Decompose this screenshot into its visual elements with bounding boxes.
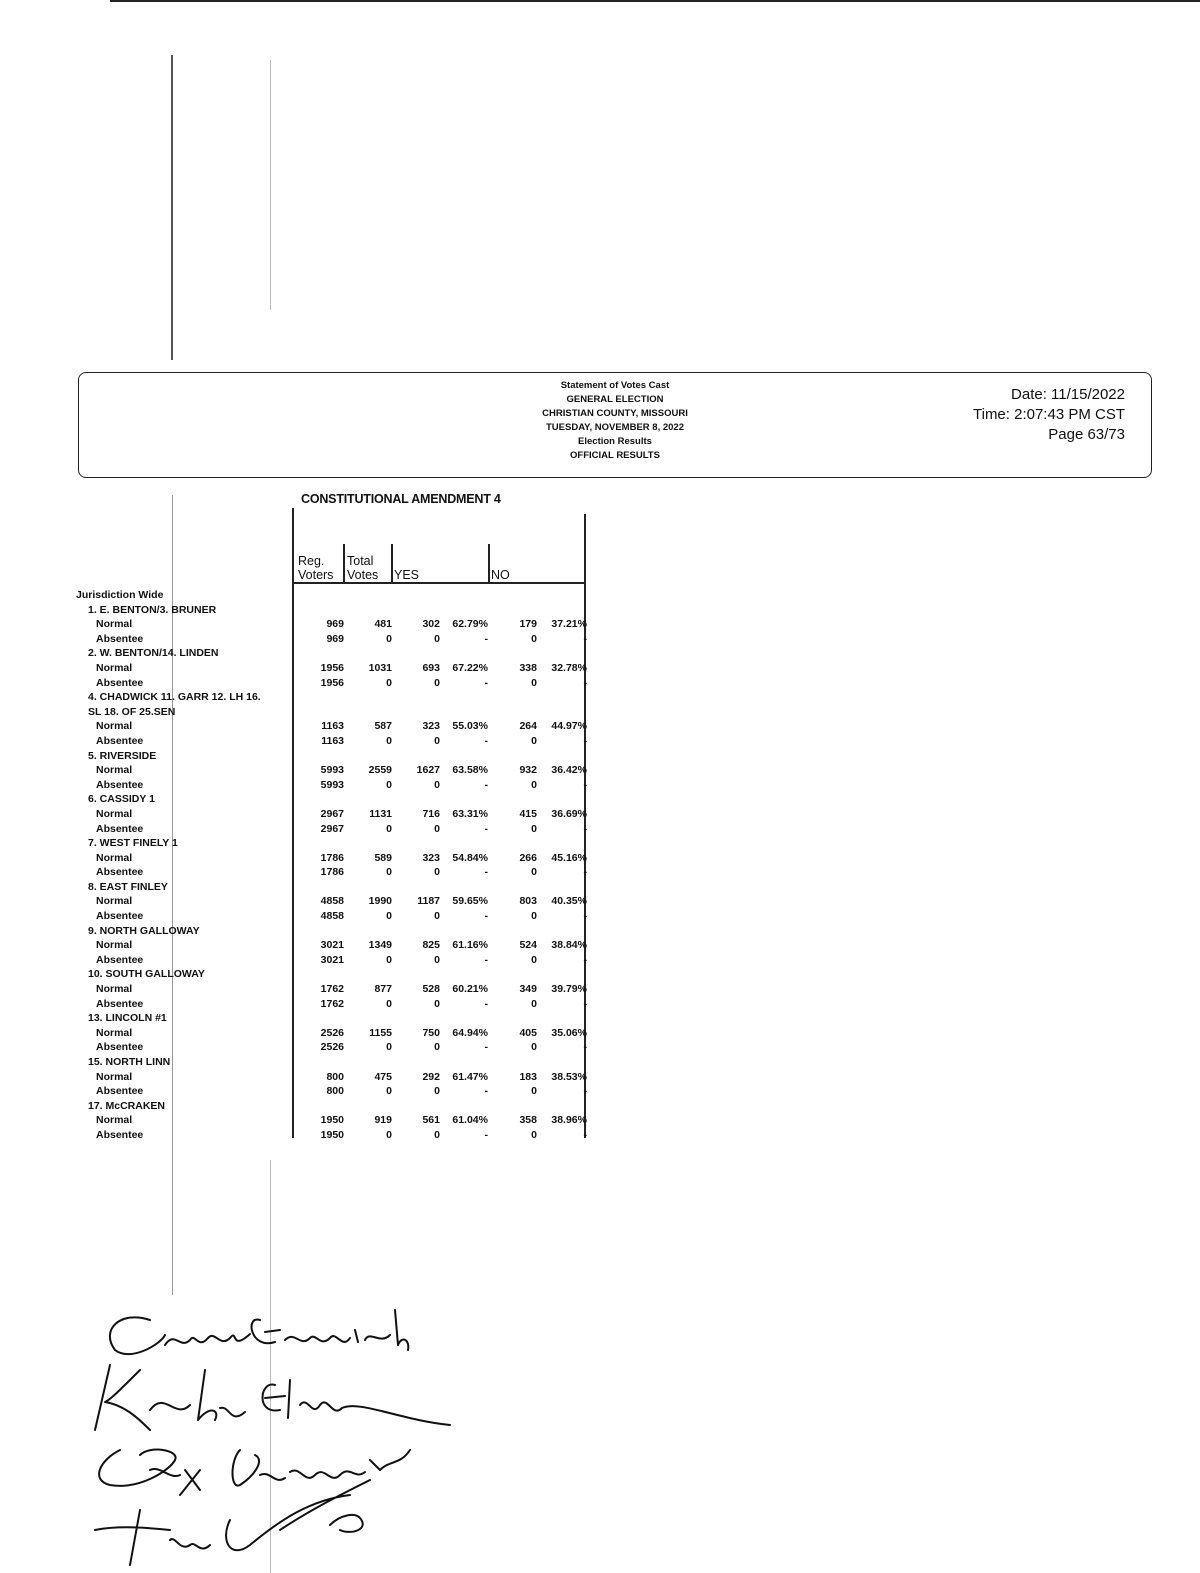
yes-percent-cell: - <box>484 1128 488 1141</box>
yes-percent-cell: 59.65% <box>452 895 488 908</box>
yes-percent-cell: 61.47% <box>452 1070 488 1083</box>
total-votes-cell: 1349 <box>368 939 392 952</box>
yes-votes-cell: 561 <box>422 1114 440 1127</box>
official-results-label: OFFICIAL RESULTS <box>570 450 660 461</box>
yes-votes-cell: 825 <box>422 939 440 952</box>
yes-percent-cell: - <box>484 997 488 1010</box>
table-row <box>74 1040 590 1055</box>
yes-votes-cell: 0 <box>434 997 440 1010</box>
yes-votes-cell: 0 <box>434 953 440 966</box>
no-votes-cell: 0 <box>531 778 537 791</box>
table-row <box>74 1113 590 1128</box>
reg-voters-cell: 1786 <box>320 851 344 864</box>
yes-votes-cell: 0 <box>434 1128 440 1141</box>
no-percent-cell: 35.06% <box>551 1026 587 1039</box>
yes-percent-cell: - <box>484 632 488 645</box>
no-percent-cell: - <box>583 676 587 689</box>
table-row <box>74 1084 590 1099</box>
total-votes-cell: 0 <box>386 1085 392 1098</box>
yes-percent-cell: - <box>484 778 488 791</box>
no-percent-cell: - <box>583 734 587 747</box>
table-body <box>74 588 590 1143</box>
yes-percent-cell: 64.94% <box>452 1026 488 1039</box>
no-votes-cell: 932 <box>519 764 537 777</box>
vote-type-label: Normal <box>96 1026 133 1039</box>
vote-type-label: Absentee <box>96 997 144 1010</box>
total-votes-cell: 0 <box>386 778 392 791</box>
report-title-line: Statement of Votes Cast <box>560 380 670 391</box>
yes-votes-cell: 1187 <box>417 895 440 908</box>
reg-voters-cell: 1950 <box>320 1128 344 1141</box>
no-percent-cell: 32.78% <box>551 661 587 674</box>
yes-percent-cell: 67.22% <box>452 661 488 674</box>
total-votes-cell: 0 <box>386 866 392 879</box>
vote-type-label: Normal <box>96 720 133 733</box>
yes-votes-cell: 0 <box>434 778 440 791</box>
reg-voters-cell: 4858 <box>320 910 344 923</box>
yes-votes-cell: 0 <box>434 1041 440 1054</box>
table-row <box>74 763 590 778</box>
yes-percent-cell: - <box>484 953 488 966</box>
total-votes-cell: 0 <box>386 910 392 923</box>
total-votes-cell: 1031 <box>368 661 392 674</box>
reg-voters-cell: 1956 <box>320 661 344 674</box>
no-percent-cell: 38.53% <box>551 1070 587 1083</box>
no-percent-cell: 39.79% <box>551 983 587 996</box>
precinct-name: 13. LINCOLN #1 <box>88 1012 167 1025</box>
reg-voters-cell: 5993 <box>320 764 344 777</box>
yes-votes-cell: 1627 <box>416 764 440 777</box>
reg-voters-cell: 800 <box>326 1070 344 1083</box>
vote-type-label: Absentee <box>96 1041 144 1054</box>
table-row <box>74 778 590 793</box>
table-row <box>74 676 590 691</box>
precinct-row <box>74 603 590 618</box>
precinct-name: SL 18. OF 25.SEN <box>88 705 176 718</box>
reg-voters-cell: 3021 <box>320 953 344 966</box>
vote-type-label: Normal <box>96 983 133 996</box>
signature-2 <box>95 1365 450 1430</box>
jurisdiction-label: Jurisdiction Wide <box>76 589 164 601</box>
yes-votes-cell: 0 <box>434 866 440 879</box>
table-row <box>74 807 590 822</box>
vote-type-label: Absentee <box>96 866 144 879</box>
report-time: Time: 2:07:43 PM CST <box>973 406 1125 423</box>
scan-top-edge <box>110 0 1200 2</box>
precinct-row <box>74 705 590 720</box>
reg-voters-cell: 1762 <box>320 983 344 996</box>
reg-voters-cell: 1786 <box>320 866 344 879</box>
table-row <box>74 1128 590 1143</box>
precinct-row <box>74 1099 590 1114</box>
yes-votes-cell: 0 <box>434 632 440 645</box>
no-votes-cell: 0 <box>531 676 537 689</box>
table-row <box>74 617 590 632</box>
no-percent-cell: - <box>583 866 587 879</box>
col-divider-no <box>488 544 490 584</box>
no-votes-cell: 0 <box>531 1085 537 1098</box>
total-votes-cell: 0 <box>386 953 392 966</box>
yes-votes-cell: 0 <box>434 734 440 747</box>
yes-votes-cell: 0 <box>434 676 440 689</box>
col-divider-total <box>343 544 345 584</box>
yes-percent-cell: 54.84% <box>452 851 488 864</box>
report-meta <box>973 385 1125 445</box>
no-percent-cell: - <box>583 1085 587 1098</box>
table-row <box>74 822 590 837</box>
no-percent-cell: 44.97% <box>551 720 587 733</box>
precinct-row <box>74 924 590 939</box>
reg-voters-cell: 800 <box>326 1085 344 1098</box>
no-votes-cell: 524 <box>519 939 537 952</box>
vote-type-label: Normal <box>96 1070 133 1083</box>
yes-percent-cell: 55.03% <box>452 720 488 733</box>
precinct-row <box>74 836 590 851</box>
header-underline <box>292 582 585 584</box>
vote-type-label: Normal <box>96 851 133 864</box>
vote-type-label: Absentee <box>96 778 144 791</box>
reg-voters-cell: 3021 <box>320 939 344 952</box>
table-row <box>74 632 590 647</box>
yes-percent-cell: - <box>484 1041 488 1054</box>
yes-votes-cell: 0 <box>434 822 440 835</box>
county-name: CHRISTIAN COUNTY, MISSOURI <box>542 408 688 419</box>
no-percent-cell: 37.21% <box>551 618 587 631</box>
yes-votes-cell: 528 <box>422 983 440 996</box>
no-percent-cell: 38.84% <box>551 939 587 952</box>
page-number: Page 63/73 <box>1048 426 1125 443</box>
reg-voters-cell: 2526 <box>320 1026 344 1039</box>
reg-voters-cell: 1163 <box>321 734 344 747</box>
table-row <box>74 997 590 1012</box>
reg-voters-cell: 2967 <box>320 807 344 820</box>
yes-percent-cell: - <box>484 822 488 835</box>
no-votes-cell: 338 <box>519 661 537 674</box>
vote-type-label: Normal <box>96 764 133 777</box>
no-percent-cell: 36.69% <box>551 807 587 820</box>
vote-type-label: Normal <box>96 618 133 631</box>
yes-percent-cell: 61.16% <box>452 939 488 952</box>
total-votes-cell: 481 <box>374 618 392 631</box>
no-votes-cell: 0 <box>531 866 537 879</box>
no-votes-cell: 803 <box>519 895 537 908</box>
precinct-row <box>74 646 590 661</box>
table-row <box>74 953 590 968</box>
no-votes-cell: 415 <box>519 807 537 820</box>
total-votes-cell: 587 <box>374 720 392 733</box>
vote-type-label: Absentee <box>96 734 144 747</box>
no-percent-cell: 38.96% <box>551 1114 587 1127</box>
precinct-row <box>74 749 590 764</box>
precinct-row <box>74 1055 590 1070</box>
reg-voters-cell: 2526 <box>320 1041 344 1054</box>
results-table <box>74 508 590 1141</box>
precinct-name: 15. NORTH LINN <box>88 1056 171 1068</box>
precinct-name: 4. CHADWICK 11. GARR 12. LH 16. <box>88 691 261 704</box>
report-header <box>78 372 1152 478</box>
precinct-row <box>74 690 590 705</box>
total-votes-cell: 0 <box>386 676 392 689</box>
precinct-name: 8. EAST FINLEY <box>88 880 168 893</box>
reg-voters-cell: 1956 <box>320 676 344 689</box>
precinct-name: 17. McCRAKEN <box>88 1099 166 1112</box>
yes-votes-cell: 0 <box>434 1085 440 1098</box>
results-label: Election Results <box>578 436 652 447</box>
no-votes-cell: 349 <box>519 983 537 996</box>
no-votes-cell: 0 <box>531 953 537 966</box>
signature-3 <box>99 1450 410 1495</box>
no-percent-cell: - <box>583 910 587 923</box>
total-votes-cell: 0 <box>386 632 392 645</box>
election-date: TUESDAY, NOVEMBER 8, 2022 <box>546 422 684 433</box>
no-votes-cell: 0 <box>531 632 537 645</box>
total-votes-cell: 0 <box>386 1128 392 1141</box>
no-votes-cell: 183 <box>519 1070 537 1083</box>
col-divider-yes <box>391 544 393 584</box>
total-votes-cell: 0 <box>386 997 392 1010</box>
scan-left-rule <box>171 55 173 360</box>
no-percent-cell: 45.16% <box>551 851 587 864</box>
total-votes-cell: 2559 <box>368 764 392 777</box>
vote-type-label: Normal <box>96 895 133 908</box>
precinct-name: 1. E. BENTON/3. BRUNER <box>88 603 217 616</box>
vote-type-label: Absentee <box>96 632 144 645</box>
jurisdiction-row <box>74 588 590 603</box>
table-row <box>74 1026 590 1041</box>
no-percent-cell: - <box>583 997 587 1010</box>
no-votes-cell: 405 <box>519 1026 537 1039</box>
precinct-name: 2. W. BENTON/14. LINDEN <box>88 647 219 660</box>
reg-voters-cell: 4858 <box>320 895 344 908</box>
reg-voters-cell: 969 <box>326 632 344 645</box>
no-percent-cell: 36.42% <box>551 764 587 777</box>
vote-type-label: Absentee <box>96 1128 144 1141</box>
vote-type-label: Normal <box>96 1114 133 1127</box>
signature-4 <box>95 1480 370 1565</box>
no-percent-cell: - <box>583 822 587 835</box>
election-name: GENERAL ELECTION <box>566 394 664 405</box>
table-row <box>74 938 590 953</box>
no-votes-cell: 0 <box>531 1041 537 1054</box>
total-votes-cell: 0 <box>386 822 392 835</box>
precinct-name: 7. WEST FINELY 1 <box>88 837 178 850</box>
precinct-name: 6. CASSIDY 1 <box>88 793 155 806</box>
reg-voters-cell: 1762 <box>320 997 344 1010</box>
vote-type-label: Absentee <box>96 953 144 966</box>
yes-percent-cell: - <box>484 734 488 747</box>
total-votes-cell: 475 <box>374 1070 392 1083</box>
no-votes-cell: 264 <box>519 720 537 733</box>
no-votes-cell: 0 <box>531 1128 537 1141</box>
vote-type-label: Absentee <box>96 1085 144 1098</box>
no-votes-cell: 0 <box>531 734 537 747</box>
table-row <box>74 719 590 734</box>
yes-votes-cell: 323 <box>422 851 440 864</box>
vote-type-label: Normal <box>96 807 133 820</box>
vote-type-label: Normal <box>96 939 133 952</box>
col-total-votes: Total Votes <box>347 554 379 582</box>
yes-percent-cell: - <box>484 1085 488 1098</box>
total-votes-cell: 0 <box>386 1041 392 1054</box>
reg-voters-cell: 969 <box>326 618 344 631</box>
precinct-name: 10. SOUTH GALLOWAY <box>88 968 205 981</box>
yes-votes-cell: 302 <box>422 618 440 631</box>
vote-type-label: Normal <box>96 661 133 674</box>
vote-type-label: Absentee <box>96 822 144 835</box>
signatures <box>80 1290 480 1573</box>
table-row <box>74 851 590 866</box>
total-votes-cell: 0 <box>386 734 392 747</box>
precinct-name: 5. RIVERSIDE <box>88 749 157 762</box>
no-percent-cell: - <box>583 632 587 645</box>
yes-percent-cell: - <box>484 866 488 879</box>
yes-votes-cell: 693 <box>422 661 440 674</box>
no-votes-cell: 0 <box>531 822 537 835</box>
precinct-row <box>74 967 590 982</box>
no-percent-cell: 40.35% <box>551 895 587 908</box>
yes-percent-cell: 60.21% <box>452 983 488 996</box>
table-row <box>74 734 590 749</box>
reg-voters-cell: 1163 <box>321 720 344 733</box>
no-percent-cell: - <box>583 1128 587 1141</box>
table-row <box>74 909 590 924</box>
precinct-row <box>74 792 590 807</box>
col-yes: YES <box>394 568 420 582</box>
no-percent-cell: - <box>583 778 587 791</box>
yes-votes-cell: 0 <box>434 910 440 923</box>
total-votes-cell: 1155 <box>369 1026 392 1039</box>
no-percent-cell: - <box>583 953 587 966</box>
scan-dotted-rule <box>270 60 271 310</box>
yes-percent-cell: 63.31% <box>452 807 488 820</box>
no-votes-cell: 0 <box>531 910 537 923</box>
col-no: NO <box>491 568 510 582</box>
yes-percent-cell: 63.58% <box>452 764 488 777</box>
no-votes-cell: 179 <box>519 618 537 631</box>
no-votes-cell: 266 <box>519 851 537 864</box>
precinct-name: 9. NORTH GALLOWAY <box>88 924 200 937</box>
table-row <box>74 661 590 676</box>
total-votes-cell: 919 <box>374 1114 392 1127</box>
total-votes-cell: 877 <box>374 983 392 996</box>
yes-percent-cell: 61.04% <box>452 1114 488 1127</box>
yes-votes-cell: 716 <box>422 807 440 820</box>
signature-1 <box>110 1310 408 1354</box>
yes-percent-cell: - <box>484 910 488 923</box>
yes-percent-cell: 62.79% <box>452 618 488 631</box>
table-row <box>74 865 590 880</box>
yes-votes-cell: 750 <box>422 1026 440 1039</box>
table-row <box>74 894 590 909</box>
reg-voters-cell: 2967 <box>320 822 344 835</box>
col-reg-voters: Reg. Voters <box>298 554 334 582</box>
yes-votes-cell: 323 <box>422 720 440 733</box>
report-date: Date: 11/15/2022 <box>1011 386 1125 403</box>
precinct-row <box>74 1011 590 1026</box>
reg-voters-cell: 1950 <box>320 1114 344 1127</box>
precinct-row <box>74 880 590 895</box>
reg-voters-cell: 5993 <box>320 778 344 791</box>
total-votes-cell: 1990 <box>368 895 392 908</box>
no-votes-cell: 358 <box>519 1114 537 1127</box>
table-row <box>74 1070 590 1085</box>
no-votes-cell: 0 <box>531 997 537 1010</box>
vote-type-label: Absentee <box>96 910 144 923</box>
vote-type-label: Absentee <box>96 676 144 689</box>
yes-votes-cell: 292 <box>422 1070 440 1083</box>
total-votes-cell: 589 <box>374 851 392 864</box>
yes-percent-cell: - <box>484 676 488 689</box>
total-votes-cell: 1131 <box>369 807 392 820</box>
contest-title: CONSTITUTIONAL AMENDMENT 4 <box>301 492 501 506</box>
no-percent-cell: - <box>583 1041 587 1054</box>
table-row <box>74 982 590 997</box>
